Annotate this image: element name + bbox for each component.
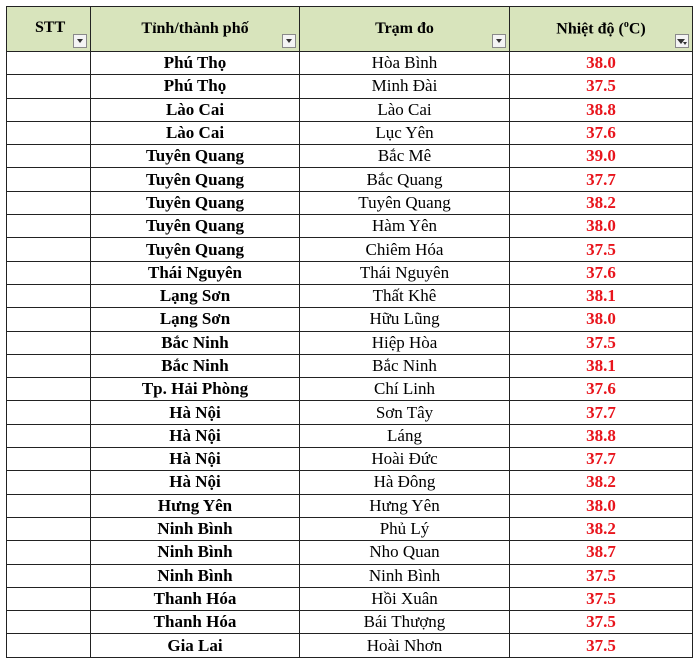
province-cell[interactable]: Tuyên Quang (91, 145, 300, 168)
table-row (7, 75, 693, 98)
station-cell[interactable]: Ninh Bình (300, 564, 510, 587)
header-station-label: Trạm đo (375, 20, 434, 37)
temperature-cell[interactable]: 37.6 (510, 261, 693, 284)
province-cell[interactable]: Phú Thọ (91, 75, 300, 98)
header-temperature (510, 7, 693, 52)
temperature-cell[interactable]: 38.1 (510, 284, 693, 307)
temperature-cell[interactable]: 37.6 (510, 121, 693, 144)
stt-cell[interactable] (7, 331, 91, 354)
stt-cell[interactable] (7, 517, 91, 540)
station-cell[interactable]: Chiêm Hóa (300, 238, 510, 261)
header-province-label: Tỉnh/thành phố (141, 20, 249, 37)
table-row (7, 168, 693, 191)
stt-cell[interactable] (7, 52, 91, 75)
province-cell[interactable]: Gia Lai (91, 634, 300, 657)
station-cell[interactable]: Minh Đài (300, 75, 510, 98)
station-cell[interactable]: Hoài Đức (300, 448, 510, 471)
temperature-cell[interactable]: 37.5 (510, 238, 693, 261)
province-cell[interactable]: Hà Nội (91, 448, 300, 471)
stt-cell[interactable] (7, 168, 91, 191)
table-row (7, 634, 693, 657)
province-cell[interactable]: Tuyên Quang (91, 168, 300, 191)
temperature-cell[interactable]: 38.2 (510, 191, 693, 214)
header-row (7, 7, 693, 52)
station-cell[interactable]: Bắc Mê (300, 145, 510, 168)
table-row (7, 401, 693, 424)
province-cell[interactable]: Ninh Bình (91, 564, 300, 587)
station-filter-button[interactable] (492, 34, 506, 48)
province-cell[interactable]: Thanh Hóa (91, 587, 300, 610)
table-row (7, 238, 693, 261)
province-cell[interactable]: Hà Nội (91, 424, 300, 447)
temp-label-suffix: C) (628, 20, 646, 38)
header-stt (7, 7, 91, 52)
temperature-cell[interactable]: 39.0 (510, 145, 693, 168)
stt-filter-button[interactable] (73, 34, 87, 48)
table-body (7, 52, 693, 658)
province-filter-button[interactable] (282, 34, 296, 48)
province-cell[interactable]: Tuyên Quang (91, 191, 300, 214)
temperature-cell[interactable]: 37.5 (510, 564, 693, 587)
temperature-cell[interactable]: 38.2 (510, 471, 693, 494)
temperature-filter-button[interactable] (675, 34, 689, 48)
temperature-cell[interactable]: 37.7 (510, 401, 693, 424)
station-cell[interactable]: Nho Quan (300, 541, 510, 564)
stt-cell[interactable] (7, 634, 91, 657)
temperature-cell[interactable]: 37.5 (510, 587, 693, 610)
temperature-cell[interactable]: 38.0 (510, 52, 693, 75)
table-row (7, 308, 693, 331)
station-cell[interactable]: Tuyên Quang (300, 191, 510, 214)
temperature-cell[interactable]: 37.7 (510, 168, 693, 191)
station-cell[interactable]: Hòa Bình (300, 52, 510, 75)
temperature-cell[interactable]: 38.0 (510, 308, 693, 331)
province-cell[interactable]: Tp. Hải Phòng (91, 378, 300, 401)
table-row (7, 52, 693, 75)
table-row (7, 145, 693, 168)
temp-label-prefix: Nhiệt độ ( (556, 20, 624, 38)
temperature-cell[interactable]: 37.5 (510, 75, 693, 98)
table-row (7, 331, 693, 354)
table-row (7, 471, 693, 494)
stt-cell[interactable] (7, 75, 91, 98)
station-cell[interactable]: Hữu Lũng (300, 308, 510, 331)
table-row (7, 215, 693, 238)
station-cell[interactable]: Sơn Tây (300, 401, 510, 424)
province-cell[interactable]: Ninh Bình (91, 541, 300, 564)
province-cell[interactable]: Lạng Sơn (91, 308, 300, 331)
province-cell[interactable]: Phú Thọ (91, 52, 300, 75)
table-row (7, 261, 693, 284)
stt-cell[interactable] (7, 564, 91, 587)
temperature-cell[interactable]: 37.6 (510, 378, 693, 401)
stt-cell[interactable] (7, 448, 91, 471)
province-cell[interactable]: Hà Nội (91, 471, 300, 494)
province-cell[interactable]: Bắc Ninh (91, 331, 300, 354)
temperature-table (6, 6, 693, 658)
station-cell[interactable]: Hiệp Hòa (300, 331, 510, 354)
table-row (7, 517, 693, 540)
station-cell[interactable]: Hồi Xuân (300, 587, 510, 610)
stt-cell[interactable] (7, 494, 91, 517)
station-cell[interactable]: Bái Thượng (300, 611, 510, 634)
province-cell[interactable]: Ninh Bình (91, 517, 300, 540)
station-cell[interactable]: Thất Khê (300, 284, 510, 307)
table-row (7, 191, 693, 214)
stt-cell[interactable] (7, 308, 91, 331)
stt-cell[interactable] (7, 284, 91, 307)
table-row (7, 98, 693, 121)
temperature-cell[interactable]: 37.5 (510, 611, 693, 634)
stt-cell[interactable] (7, 378, 91, 401)
temperature-cell[interactable]: 37.5 (510, 634, 693, 657)
station-cell[interactable]: Lục Yên (300, 121, 510, 144)
stt-cell[interactable] (7, 98, 91, 121)
province-cell[interactable]: Bắc Ninh (91, 354, 300, 377)
table-row (7, 354, 693, 377)
table-row (7, 587, 693, 610)
table-row (7, 541, 693, 564)
stt-cell[interactable] (7, 541, 91, 564)
province-cell[interactable]: Tuyên Quang (91, 215, 300, 238)
stt-cell[interactable] (7, 471, 91, 494)
stt-cell[interactable] (7, 145, 91, 168)
stt-cell[interactable] (7, 587, 91, 610)
station-cell[interactable]: Hàm Yên (300, 215, 510, 238)
temperature-cell[interactable]: 38.0 (510, 494, 693, 517)
stt-cell[interactable] (7, 191, 91, 214)
table-row (7, 448, 693, 471)
dropdown-arrow-icon (77, 39, 83, 43)
table-row (7, 121, 693, 144)
station-cell[interactable]: Láng (300, 424, 510, 447)
station-cell[interactable]: Thái Nguyên (300, 261, 510, 284)
station-cell[interactable]: Hoài Nhơn (300, 634, 510, 657)
province-cell[interactable]: Hưng Yên (91, 494, 300, 517)
province-cell[interactable]: Lào Cai (91, 121, 300, 144)
stt-cell[interactable] (7, 121, 91, 144)
table-row (7, 378, 693, 401)
header-station (300, 7, 510, 52)
province-cell[interactable]: Thái Nguyên (91, 261, 300, 284)
table-row (7, 564, 693, 587)
dropdown-arrow-icon (496, 39, 502, 43)
temperature-cell[interactable]: 38.8 (510, 98, 693, 121)
station-cell[interactable]: Bắc Quang (300, 168, 510, 191)
dropdown-arrow-icon (286, 39, 292, 43)
degree-sup: o (623, 19, 629, 31)
temperature-cell[interactable]: 38.7 (510, 541, 693, 564)
table-row (7, 611, 693, 634)
table-row (7, 494, 693, 517)
temperature-cell[interactable]: 38.1 (510, 354, 693, 377)
station-cell[interactable]: Chí Linh (300, 378, 510, 401)
stt-cell[interactable] (7, 261, 91, 284)
stt-cell[interactable] (7, 215, 91, 238)
province-cell[interactable]: Lạng Sơn (91, 284, 300, 307)
station-cell[interactable]: Phủ Lý (300, 517, 510, 540)
stt-cell[interactable] (7, 354, 91, 377)
table-row (7, 284, 693, 307)
dropdown-arrow-icon (683, 42, 687, 45)
temperature-cell[interactable]: 38.2 (510, 517, 693, 540)
stt-cell[interactable] (7, 238, 91, 261)
stt-cell[interactable] (7, 611, 91, 634)
province-cell[interactable]: Lào Cai (91, 98, 300, 121)
header-province (91, 7, 300, 52)
province-cell[interactable]: Tuyên Quang (91, 238, 300, 261)
temperature-cell[interactable]: 37.7 (510, 448, 693, 471)
temperature-cell[interactable]: 37.5 (510, 331, 693, 354)
temperature-cell[interactable]: 38.8 (510, 424, 693, 447)
province-cell[interactable]: Thanh Hóa (91, 611, 300, 634)
stt-cell[interactable] (7, 424, 91, 447)
table-row (7, 424, 693, 447)
station-cell[interactable]: Lào Cai (300, 98, 510, 121)
temperature-cell[interactable]: 38.0 (510, 215, 693, 238)
station-cell[interactable]: Hà Đông (300, 471, 510, 494)
station-cell[interactable]: Bắc Ninh (300, 354, 510, 377)
stt-cell[interactable] (7, 401, 91, 424)
header-stt-label: STT (35, 19, 66, 36)
station-cell[interactable]: Hưng Yên (300, 494, 510, 517)
header-temperature-label (556, 19, 645, 38)
province-cell[interactable]: Hà Nội (91, 401, 300, 424)
